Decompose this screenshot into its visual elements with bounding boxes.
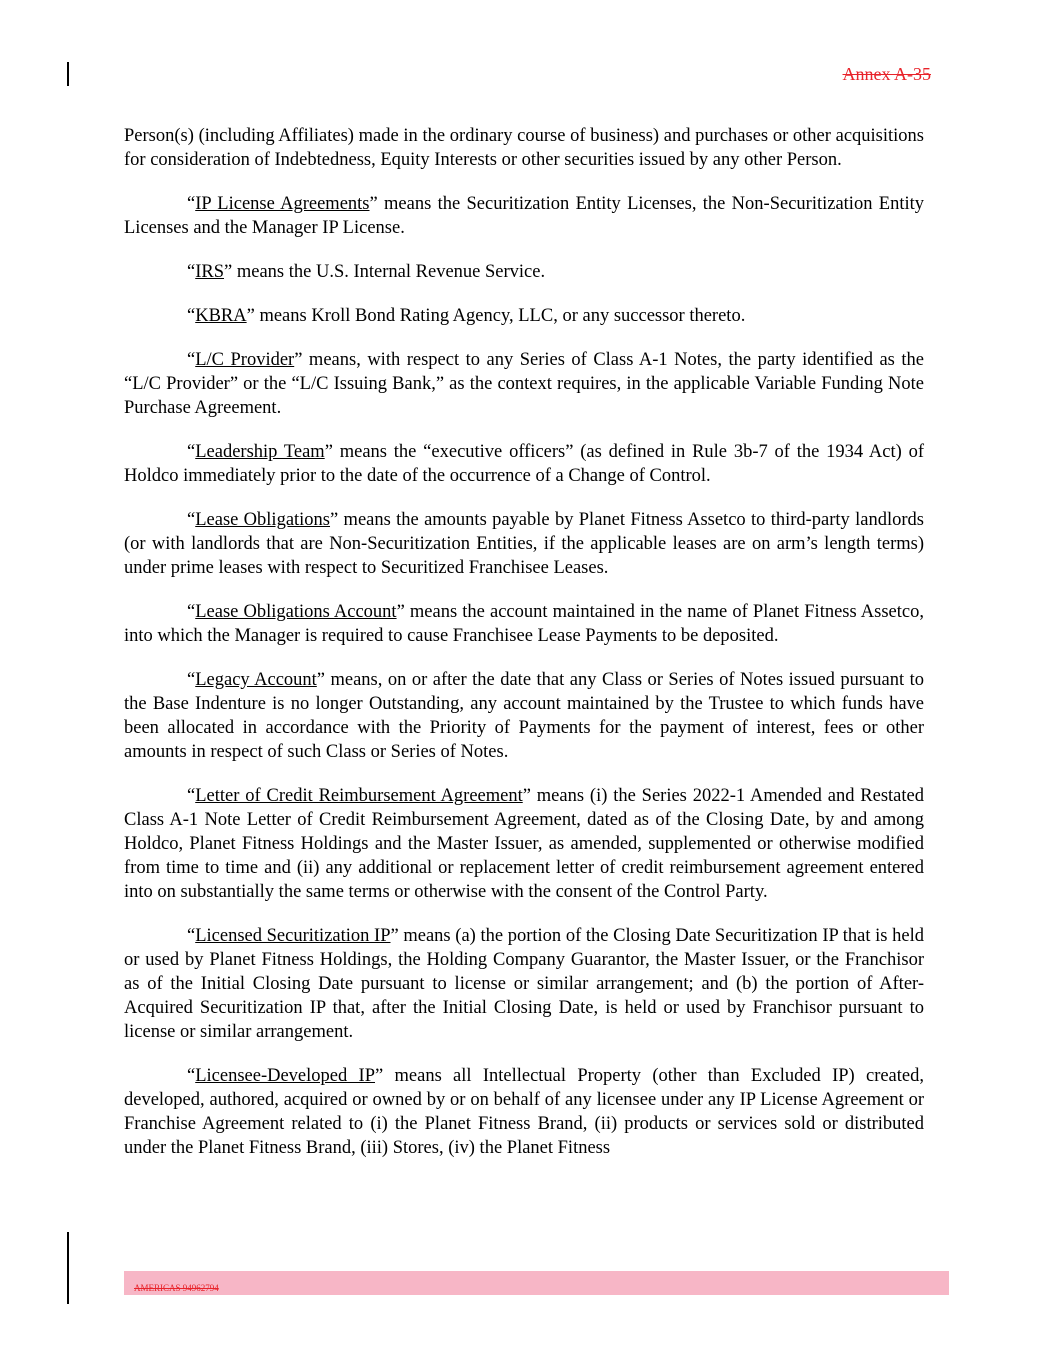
definition-paragraph: “Licensee-Developed IP” means all Intellectual Property (other than Excluded IP) created, developed, authored, acquired or owned by or on behalf of any licensee under any IP License Agreement or Franchise Agreement related to (i) the Planet Fitness Brand, (ii) products or services sold or distributed under the Planet Fitness Brand, (iii) Stores, (iv) the Planet Fitness	[124, 1066, 924, 1158]
definition-text: ” means (i) the Series 2022-1 Amended and Restated Class A-1 Note Letter of Credit Reimbursement Agreement, dated as of the Closing Date, by and among Holdco, Planet Fitness Holdings and the Master Issuer, as amended, supplemented or otherwise modified from time to time and (ii) any additional or replacement letter of credit reimbursement agreement entered into on substantially the same terms or otherwise with the consent of the Control Party.	[124, 786, 924, 902]
continuation-paragraph: Person(s) (including Affiliates) made in the ordinary course of business) and purchases or other acquisitions for consideration of Indebtedness, Equity Interests or other securities issued by any other Person.	[124, 126, 924, 170]
defined-term: IP License Agreements	[195, 194, 370, 214]
defined-term: Lease Obligations	[195, 510, 331, 530]
definition-text: ” means the U.S. Internal Revenue Service.	[224, 262, 546, 282]
definition-text: ” means the “executive officers” (as defined in Rule 3b-7 of the 1934 Act) of Holdco immediately prior to the date of the occurrence of a Change of Control.	[124, 442, 925, 486]
definition-paragraph: “KBRA” means Kroll Bond Rating Agency, LLC, or any successor thereto.	[187, 306, 746, 326]
defined-term: L/C Provider	[195, 350, 295, 370]
definition-text: ” means the amounts payable by Planet Fitness Assetco to third-party landlords (or with landlords that are Non-Securitization Entities, if the applicable leases are on arm’s length terms) under prime leases with respect to Securitized Franchisee Leases.	[124, 510, 924, 578]
defined-term: Leadership Team	[195, 442, 325, 462]
definition-text: ” means the Securitization Entity Licenses, the Non-Securitization Entity Licenses and the Manager IP License.	[124, 194, 924, 238]
definition-text: ” means the account maintained in the name of Planet Fitness Assetco, into which the Manager is required to cause Franchisee Lease Payments to be deposited.	[124, 602, 924, 646]
definition-text: ” means Kroll Bond Rating Agency, LLC, or any successor thereto.	[246, 306, 746, 326]
definition-text: ” means, on or after the date that any Class or Series of Notes issued pursuant to the Base Indenture is no longer Outstanding, any account maintained by the Trustee to which funds have been allocated in accordance with the Priority of Payments for the payment of interest, fees or other amounts in respect of such Class or Series of Notes.	[124, 670, 924, 762]
defined-term: IRS	[195, 262, 225, 282]
annex-page-label: Annex A-35	[842, 64, 931, 84]
definition-paragraph: “Licensed Securitization IP” means (a) the portion of the Closing Date Securitization IP that is held or used by Planet Fitness Holdings, the Holding Company Guarantor, the Master Issuer, or the Franchisor as of the Initial Closing Date pursuant to license or similar arrangement; and (b) the portion of After-Acquired Securitization IP that, after the Initial Closing Date, is held or used by Franchisor pursuant to license or similar arrangement.	[124, 926, 924, 1042]
document-body	[124, 124, 924, 1180]
defined-term: Licensed Securitization IP	[195, 926, 391, 946]
definition-paragraph: “Leadership Team” means the “executive officers” (as defined in Rule 3b-7 of the 1934 Act) of Holdco immediately prior to the date of the occurrence of a Change of Control.	[124, 442, 925, 486]
change-bar-bottom	[67, 1232, 69, 1304]
definition-text: ” means, with respect to any Series of Class A-1 Notes, the party identified as the “L/C Provider” or the “L/C Issuing Bank,” as the context requires, in the applicable Variable Funding Note Purchase Agreement.	[124, 350, 924, 418]
footer-document-id: AMERICAS 94962794	[134, 1283, 219, 1293]
definition-paragraph: “Letter of Credit Reimbursement Agreement” means (i) the Series 2022-1 Amended and Restated Class A-1 Note Letter of Credit Reimbursement Agreement, dated as of the Closing Date, by and among Holdco, Planet Fitness Holdings and the Master Issuer, as amended, supplemented or otherwise modified from time to time and (ii) any additional or replacement letter of credit reimbursement agreement entered into on substantially the same terms or otherwise with the consent of the Control Party.	[124, 786, 924, 902]
definition-paragraph: “Lease Obligations Account” means the account maintained in the name of Planet Fitness Assetco, into which the Manager is required to cause Franchisee Lease Payments to be deposited.	[124, 602, 924, 646]
definition-paragraph: “Legacy Account” means, on or after the date that any Class or Series of Notes issued pursuant to the Base Indenture is no longer Outstanding, any account maintained by the Trustee to which funds have been allocated in accordance with the Priority of Payments for the payment of interest, fees or other amounts in respect of such Class or Series of Notes.	[124, 670, 924, 762]
defined-term: Lease Obligations Account	[195, 602, 397, 622]
defined-term: Legacy Account	[195, 670, 317, 690]
definition-text: ” means all Intellectual Property (other than Excluded IP) created, developed, authored, acquired or owned by or on behalf of any licensee under any IP License Agreement or Franchise Agreement related to (i) the Planet Fitness Brand, (ii) products or services sold or distributed under the Planet Fitness Brand, (iii) Stores, (iv) the Planet Fitness	[124, 1066, 924, 1158]
definition-paragraph: “Lease Obligations” means the amounts payable by Planet Fitness Assetco to third-party landlords (or with landlords that are Non-Securitization Entities, if the applicable leases are on arm’s length terms) under prime leases with respect to Securitized Franchisee Leases.	[124, 510, 924, 578]
defined-term: Licensee-Developed IP	[195, 1066, 375, 1086]
definition-paragraph: “IRS” means the U.S. Internal Revenue Service.	[187, 262, 546, 282]
definition-text: ” means (a) the portion of the Closing Date Securitization IP that is held or used by Planet Fitness Holdings, the Holding Company Guarantor, the Master Issuer, or the Franchisor as of the Initial Closing Date pursuant to license or similar arrangement; and (b) the portion of After-Acquired Securitization IP that, after the Initial Closing Date, is held or used by Franchisor pursuant to license or similar arrangement.	[124, 926, 924, 1042]
definition-paragraph: “L/C Provider” means, with respect to any Series of Class A-1 Notes, the party identified as the “L/C Provider” or the “L/C Issuing Bank,” as the context requires, in the applicable Variable Funding Note Purchase Agreement.	[124, 350, 924, 418]
footer-band	[124, 1271, 949, 1295]
defined-term: KBRA	[195, 306, 247, 326]
definition-paragraph: “IP License Agreements” means the Securitization Entity Licenses, the Non-Securitization Entity Licenses and the Manager IP License.	[124, 194, 924, 238]
defined-term: Letter of Credit Reimbursement Agreement	[195, 786, 523, 806]
change-bar-top	[67, 62, 69, 86]
